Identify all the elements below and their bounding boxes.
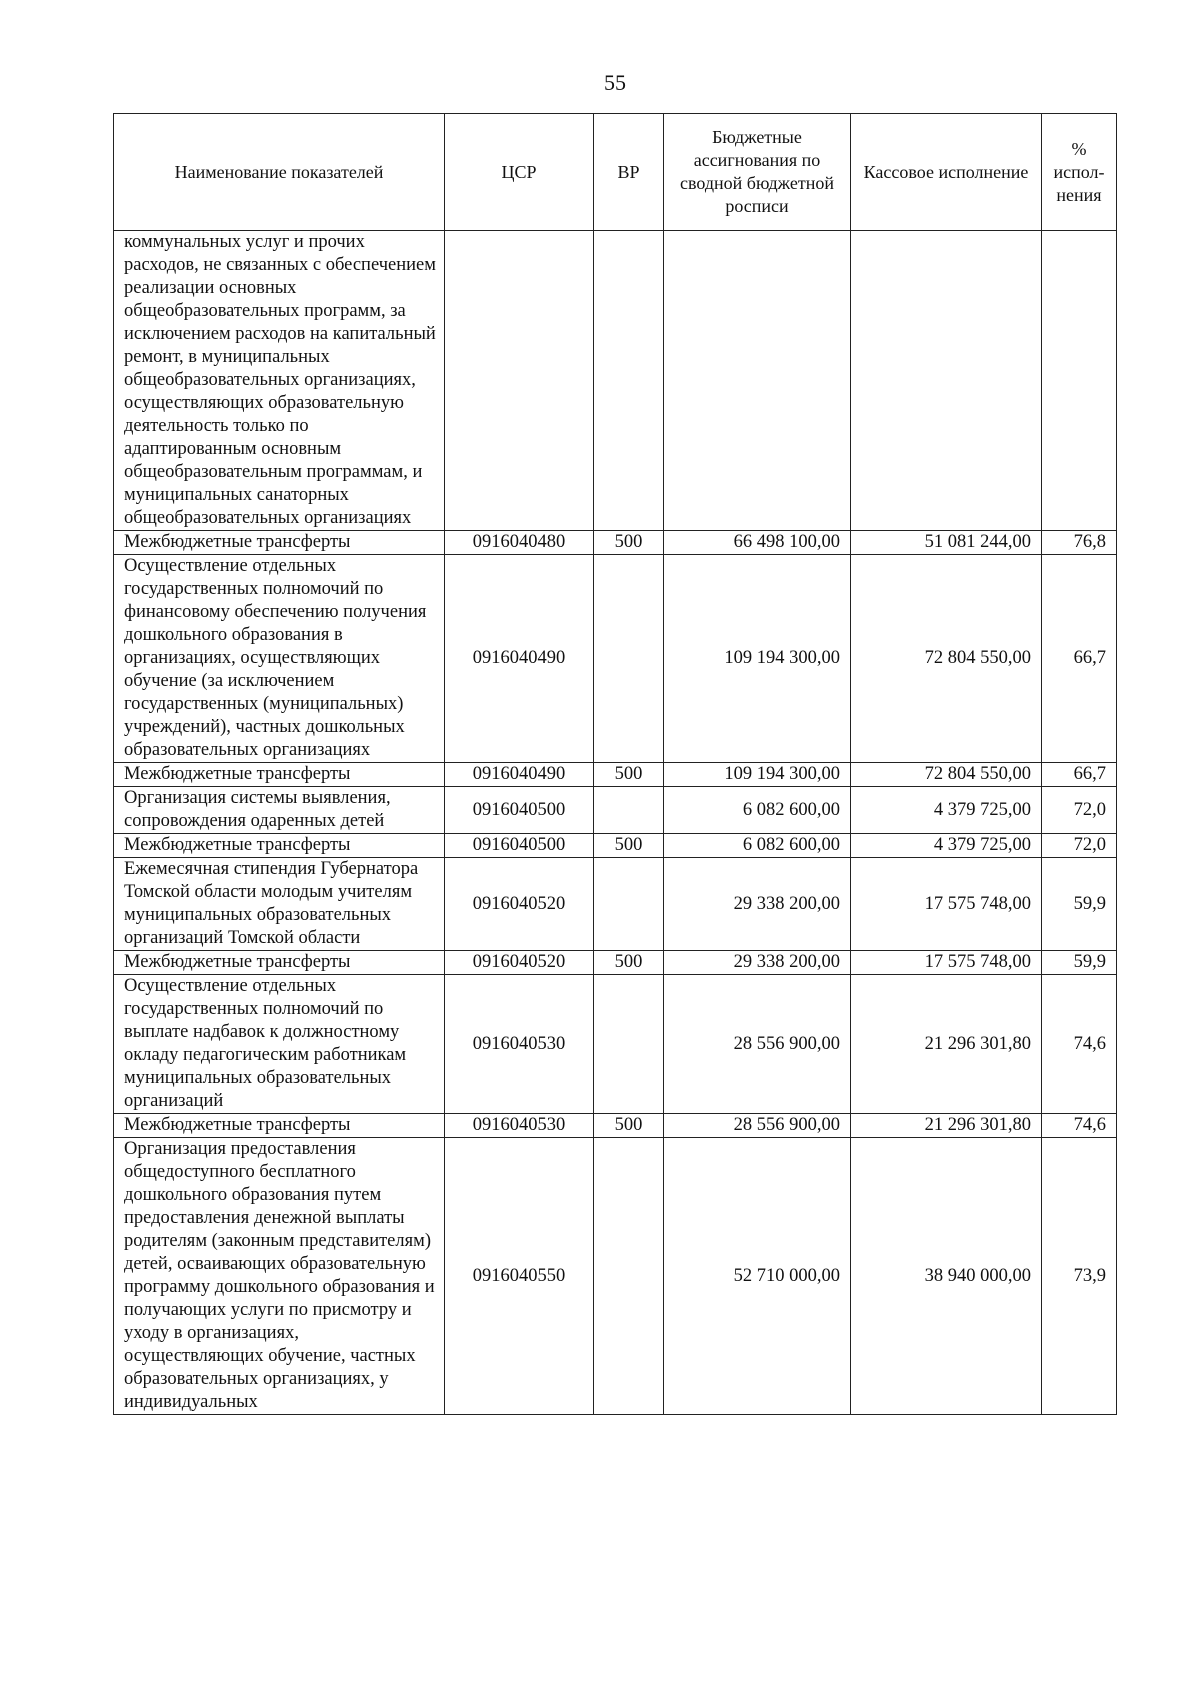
row-vr bbox=[594, 975, 664, 1114]
row-cash: 17 575 748,00 bbox=[851, 858, 1042, 951]
row-vr bbox=[594, 555, 664, 763]
row-name: Межбюджетные трансферты bbox=[114, 763, 445, 787]
table-row bbox=[114, 531, 1117, 555]
table-row bbox=[114, 231, 1117, 531]
budget-table bbox=[113, 113, 1117, 1415]
row-budget: 109 194 300,00 bbox=[664, 763, 851, 787]
row-cash: 72 804 550,00 bbox=[851, 763, 1042, 787]
row-cash: 51 081 244,00 bbox=[851, 531, 1042, 555]
row-pct bbox=[1042, 231, 1117, 531]
table-row bbox=[114, 763, 1117, 787]
table-row bbox=[114, 555, 1117, 763]
row-budget: 28 556 900,00 bbox=[664, 1114, 851, 1138]
row-vr: 500 bbox=[594, 951, 664, 975]
row-cash: 17 575 748,00 bbox=[851, 951, 1042, 975]
row-cash: 38 940 000,00 bbox=[851, 1138, 1042, 1415]
row-cash: 21 296 301,80 bbox=[851, 1114, 1042, 1138]
header-vr: ВР bbox=[594, 114, 664, 231]
row-cash: 4 379 725,00 bbox=[851, 787, 1042, 834]
row-budget: 6 082 600,00 bbox=[664, 787, 851, 834]
row-csr: 0916040490 bbox=[445, 763, 594, 787]
row-csr bbox=[445, 231, 594, 531]
table-row bbox=[114, 1114, 1117, 1138]
row-name: Межбюджетные трансферты bbox=[114, 951, 445, 975]
row-name: Межбюджетные трансферты bbox=[114, 531, 445, 555]
row-csr: 0916040520 bbox=[445, 858, 594, 951]
row-csr: 0916040520 bbox=[445, 951, 594, 975]
row-pct: 76,8 bbox=[1042, 531, 1117, 555]
row-vr: 500 bbox=[594, 763, 664, 787]
row-name: Осуществление отдельных государственных полномочий по выплате надбавок к должностному окладу педагогическим работникам муниципальных образовательных организаций bbox=[114, 975, 445, 1114]
row-name: коммунальных услуг и прочих расходов, не связанных с обеспечением реализации основных общеобразовательных программ, за исключением расходов на капитальный ремонт, в муниципальных общеобразовательных организациях, осуществляющих образовательную деятельность только по адаптированным основным общеобразовательным программам, и муниципальных санаторных общеобразовательных организациях bbox=[114, 231, 445, 531]
row-budget: 28 556 900,00 bbox=[664, 975, 851, 1114]
row-pct: 59,9 bbox=[1042, 951, 1117, 975]
row-budget: 52 710 000,00 bbox=[664, 1138, 851, 1415]
row-budget bbox=[664, 231, 851, 531]
table-row bbox=[114, 951, 1117, 975]
row-name: Организация системы выявления, сопровождения одаренных детей bbox=[114, 787, 445, 834]
header-pct: % испол-нения bbox=[1042, 114, 1117, 231]
header-csr: ЦСР bbox=[445, 114, 594, 231]
row-pct: 74,6 bbox=[1042, 975, 1117, 1114]
header-name: Наименование показателей bbox=[114, 114, 445, 231]
page-number: 55 bbox=[604, 70, 626, 95]
row-csr: 0916040500 bbox=[445, 787, 594, 834]
row-csr: 0916040490 bbox=[445, 555, 594, 763]
row-csr: 0916040530 bbox=[445, 1114, 594, 1138]
row-pct: 59,9 bbox=[1042, 858, 1117, 951]
row-cash: 72 804 550,00 bbox=[851, 555, 1042, 763]
row-name: Межбюджетные трансферты bbox=[114, 834, 445, 858]
row-csr: 0916040530 bbox=[445, 975, 594, 1114]
table-row bbox=[114, 858, 1117, 951]
row-csr: 0916040480 bbox=[445, 531, 594, 555]
header-row bbox=[114, 114, 1117, 231]
row-pct: 74,6 bbox=[1042, 1114, 1117, 1138]
row-vr: 500 bbox=[594, 531, 664, 555]
table-row bbox=[114, 787, 1117, 834]
header-budget: Бюджетные ассигнования по сводной бюджетной росписи bbox=[664, 114, 851, 231]
table-row bbox=[114, 975, 1117, 1114]
row-vr: 500 bbox=[594, 1114, 664, 1138]
row-cash: 4 379 725,00 bbox=[851, 834, 1042, 858]
row-pct: 66,7 bbox=[1042, 555, 1117, 763]
table-row bbox=[114, 1138, 1117, 1415]
row-vr: 500 bbox=[594, 834, 664, 858]
row-csr: 0916040550 bbox=[445, 1138, 594, 1415]
row-vr bbox=[594, 787, 664, 834]
row-pct: 72,0 bbox=[1042, 834, 1117, 858]
row-budget: 6 082 600,00 bbox=[664, 834, 851, 858]
row-cash: 21 296 301,80 bbox=[851, 975, 1042, 1114]
row-vr bbox=[594, 858, 664, 951]
row-name: Организация предоставления общедоступного бесплатного дошкольного образования путем предоставления денежной выплаты родителям (законным представителям) детей, осваивающих образовательную программу дошкольного образования и получающих услуги по присмотру и уходу в организациях, осуществляющих обучение, частных образовательных организациях, у индивидуальных bbox=[114, 1138, 445, 1415]
row-pct: 72,0 bbox=[1042, 787, 1117, 834]
table-row bbox=[114, 834, 1117, 858]
row-vr bbox=[594, 231, 664, 531]
row-cash bbox=[851, 231, 1042, 531]
row-budget: 109 194 300,00 bbox=[664, 555, 851, 763]
row-csr: 0916040500 bbox=[445, 834, 594, 858]
row-name: Межбюджетные трансферты bbox=[114, 1114, 445, 1138]
row-name: Ежемесячная стипендия Губернатора Томской области молодым учителям муниципальных образовательных организаций Томской области bbox=[114, 858, 445, 951]
row-name: Осуществление отдельных государственных полномочий по финансовому обеспечению получения дошкольного образования в организациях, осуществляющих обучение (за исключением государственных (муниципальных) учреждений), частных дошкольных образовательных организациях bbox=[114, 555, 445, 763]
header-cash: Кассовое исполнение bbox=[851, 114, 1042, 231]
row-budget: 66 498 100,00 bbox=[664, 531, 851, 555]
row-budget: 29 338 200,00 bbox=[664, 858, 851, 951]
row-pct: 73,9 bbox=[1042, 1138, 1117, 1415]
row-pct: 66,7 bbox=[1042, 763, 1117, 787]
row-vr bbox=[594, 1138, 664, 1415]
row-budget: 29 338 200,00 bbox=[664, 951, 851, 975]
